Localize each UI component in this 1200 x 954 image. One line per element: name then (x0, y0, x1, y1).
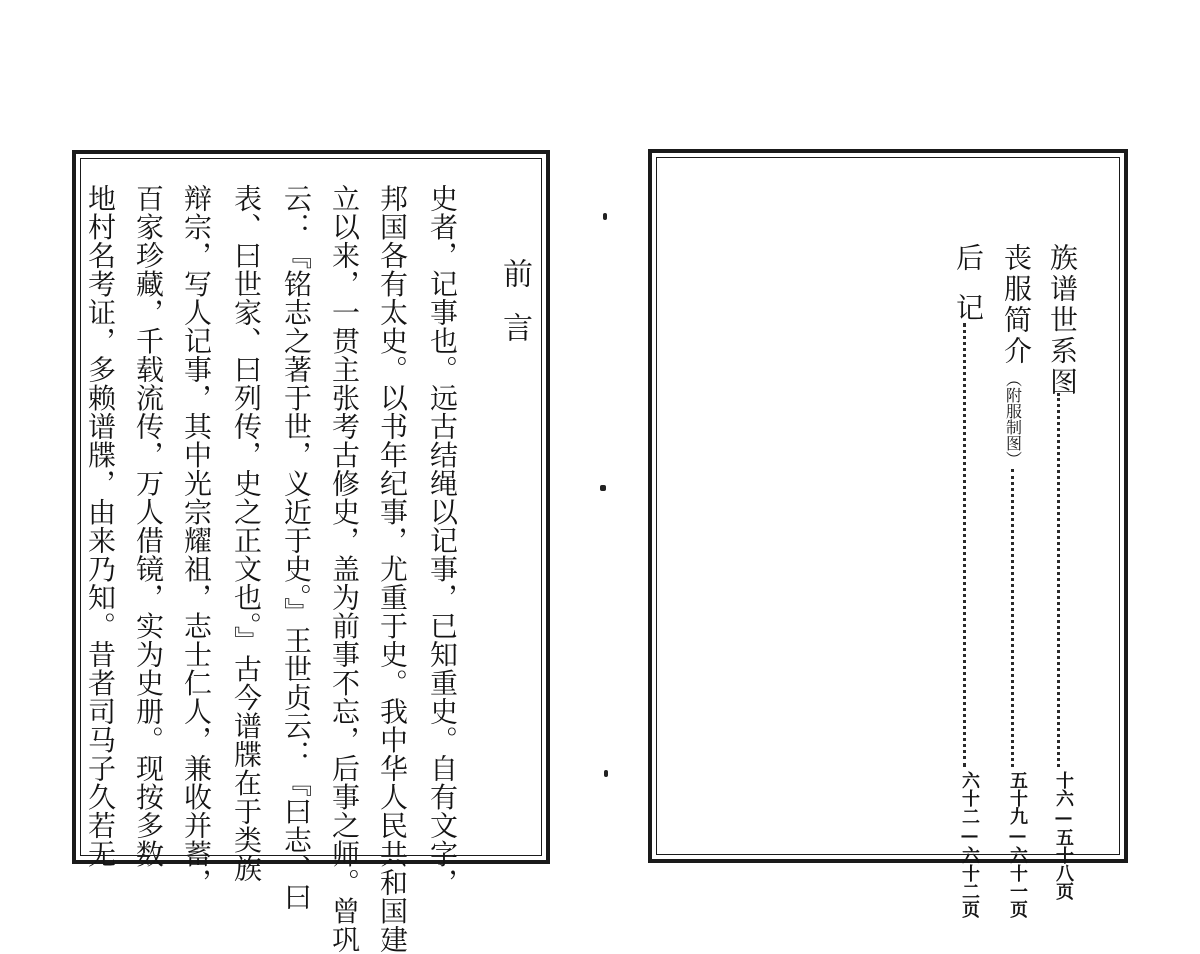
text-column-7: 百家珍藏，千载流传，万人借镜，实为史册。现按多数 (132, 184, 165, 868)
text-column-5: 表、曰世家、曰列传，史之正文也。』古今谱牒在于类族 (230, 184, 263, 883)
preface-heading: 前言 (497, 258, 532, 366)
toc-entry-genealogy-chart (1042, 243, 1079, 900)
right-page-frame (648, 149, 1128, 918)
toc-entry-note: （附服制图） (1003, 371, 1023, 467)
text-column-6: 辩宗，写人记事，其中光宗耀祖，志士仁人，兼收并蓄， (180, 184, 213, 897)
text-column-2: 邦国各有太史。以书年纪事，尤重于史。我中华人民共和国建 (376, 184, 409, 954)
text-column-1: 史者，记事也。远古结绳以记事，已知重史。自有文字， (426, 184, 459, 897)
toc-entry-pages: 五十九—六十一页 (1007, 771, 1028, 918)
scan-speck (604, 770, 608, 777)
toc-entry-pages: 六十二—六十二页 (959, 771, 980, 918)
dot-leader (1057, 393, 1060, 767)
toc-entry-pages: 十六—五十八页 (1053, 771, 1074, 900)
toc-entry-title: 族谱世系图 (1046, 243, 1079, 398)
toc-entry-title: 后记 (952, 243, 985, 343)
text-column-8: 地村名考证，多赖谱牒，由来乃知。昔者司马子久若无 (84, 184, 117, 868)
dot-leader (963, 323, 966, 767)
dot-leader (1011, 469, 1014, 767)
toc-entry-title: 丧服简介 (1000, 243, 1033, 367)
text-column-3: 立以来，一贯主张考古修史，盖为前事不忘，后事之师。曾巩 (328, 184, 361, 954)
toc-entry-postscript (948, 243, 985, 918)
left-page-frame (72, 150, 550, 954)
scan-speck (603, 213, 607, 220)
text-column-4: 云：『铭志之著于世，义近于史。』王世贞云：『曰志、曰 (280, 184, 313, 911)
toc-entry-mourning-attire (996, 243, 1033, 918)
scan-speck (600, 485, 606, 491)
